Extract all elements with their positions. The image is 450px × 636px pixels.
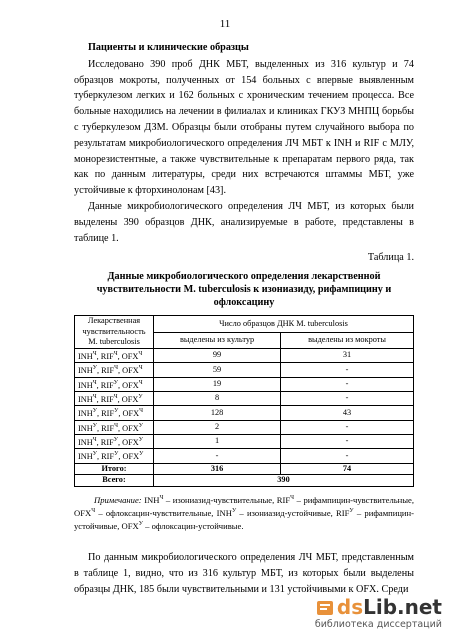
table-row	[75, 363, 414, 377]
group-header: Число образцов ДНК M. tuberculosis	[154, 316, 414, 332]
col-header-sensitivity: Лекарственная чувствительность M. tuberculosis	[75, 316, 154, 349]
row-sensitivity: $INH^У$, $RIF^У$, $OFX^У$	[75, 449, 154, 463]
watermark-logo-prefix: ds	[336, 595, 364, 619]
table-note	[74, 493, 414, 532]
row-sensitivity: $INH^Ч$, $RIF^Ч$, $OFX^У$	[75, 392, 154, 406]
table-total-row	[75, 463, 414, 475]
table-label: Таблица 1.	[367, 252, 414, 264]
total-label: Итого:	[75, 463, 154, 475]
data-table	[74, 315, 414, 487]
row-cultures: 99	[154, 348, 281, 362]
total-cultures: 316	[154, 463, 281, 475]
grand-total-value: 390	[154, 475, 414, 487]
table-grand-total-row	[75, 475, 414, 487]
table-title: Данные микробиологического определения лекарственной чувствительности M. tuberculosis к изониазиду, рифампицину и офлоксацину	[96, 271, 392, 309]
paragraph-1: Исследовано 390 проб ДНК МБТ, выделенных из 316 культур и 74 образцов мокроты, полученных от 154 больных с впервые выявленным туберкулезом легких и 162 больных с хроническим течением процесса. Все больные находились на лечении в филиалах и клиниках ГКУЗ МНПЦ борьбы с туберкулезом ДЗМ. Образцы были отобраны путем случайного выбора по результатам микробиологического определения ЛЧ МБТ к INH и RIF с МЛУ, монорезистентные, а также чувствительные к препаратам первого ряда, так как по данным литературы, среди них встречаются штаммы МБТ, уже устойчивые к фторхинолонам [43].	[74, 58, 414, 197]
table-row	[75, 348, 414, 362]
row-sputum: 31	[281, 348, 414, 362]
section-heading: Пациенты и клинические образцы	[88, 42, 249, 53]
table-header-row	[75, 316, 414, 332]
paragraph-3: По данным микробиологического определения ЛЧ МБТ, представленным в таблице 1, видно, что из 316 культур МБТ, из которых были выделены образцы ДНК, 185 были чувствительными и 131 устойчивыми к OFX. Среди	[74, 552, 414, 595]
row-cultures: 1	[154, 435, 281, 449]
row-sputum: -	[281, 363, 414, 377]
row-sensitivity: $INH^Ч$, $RIF^Ч$, $OFX^Ч$	[75, 348, 154, 362]
watermark-logo-suffix: Lib.net	[363, 595, 442, 619]
table-row	[75, 449, 414, 463]
document-body	[74, 40, 414, 598]
row-sensitivity: $INH^Ч$, $RIF^У$, $OFX^Ч$	[75, 377, 154, 391]
row-sputum: 43	[281, 406, 414, 420]
row-sensitivity: $INH^У$, $RIF^Ч$, $OFX^У$	[75, 420, 154, 434]
row-sputum: -	[281, 377, 414, 391]
watermark	[315, 597, 442, 630]
row-sputum: -	[281, 449, 414, 463]
row-sensitivity: $INH^У$, $RIF^Ч$, $OFX^Ч$	[75, 363, 154, 377]
row-sensitivity: $INH^Ч$, $RIF^У$, $OFX^У$	[75, 435, 154, 449]
watermark-logo	[315, 597, 442, 618]
grand-total-label: Всего:	[75, 475, 154, 487]
watermark-tagline: библиотека диссертаций	[314, 619, 442, 630]
row-cultures: 19	[154, 377, 281, 391]
table-row	[75, 406, 414, 420]
row-cultures: 8	[154, 392, 281, 406]
col-header-cultures: выделены из культур	[154, 332, 281, 348]
table-row	[75, 377, 414, 391]
page-number: 11	[219, 18, 231, 30]
table-row	[75, 392, 414, 406]
table-body	[75, 348, 414, 463]
total-sputum: 74	[281, 463, 414, 475]
row-cultures: 59	[154, 363, 281, 377]
table-row	[75, 420, 414, 434]
book-icon	[315, 598, 335, 618]
row-sputum: -	[281, 435, 414, 449]
paragraph-2: Данные микробиологического определения ЛЧ МБТ, из которых были выделены 390 образцов ДНК, анализируемые в работе, представлены в таблице 1.	[74, 200, 414, 244]
col-header-sputum: выделены из мокроты	[281, 332, 414, 348]
row-cultures: 2	[154, 420, 281, 434]
row-sensitivity: $INH^У$, $RIF^У$, $OFX^Ч$	[75, 406, 154, 420]
row-sputum: -	[281, 420, 414, 434]
table-row	[75, 435, 414, 449]
note-prefix: Примечание:	[94, 494, 142, 505]
note-text: $INH^Ч$ – изониазид-чувствительные, $RIF^Ч$ – рифампицин-чувствительные, $OFX^Ч$ – офлоксацин-чувствительные, $INH^У$ – изониазид-устойчивые, $RIF^У$ – рифампицин-устойчивые, $OFX^У$ – офлоксацин-устойчивые.	[74, 494, 415, 531]
row-cultures: -	[154, 449, 281, 463]
row-cultures: 128	[154, 406, 281, 420]
row-sputum: -	[281, 392, 414, 406]
